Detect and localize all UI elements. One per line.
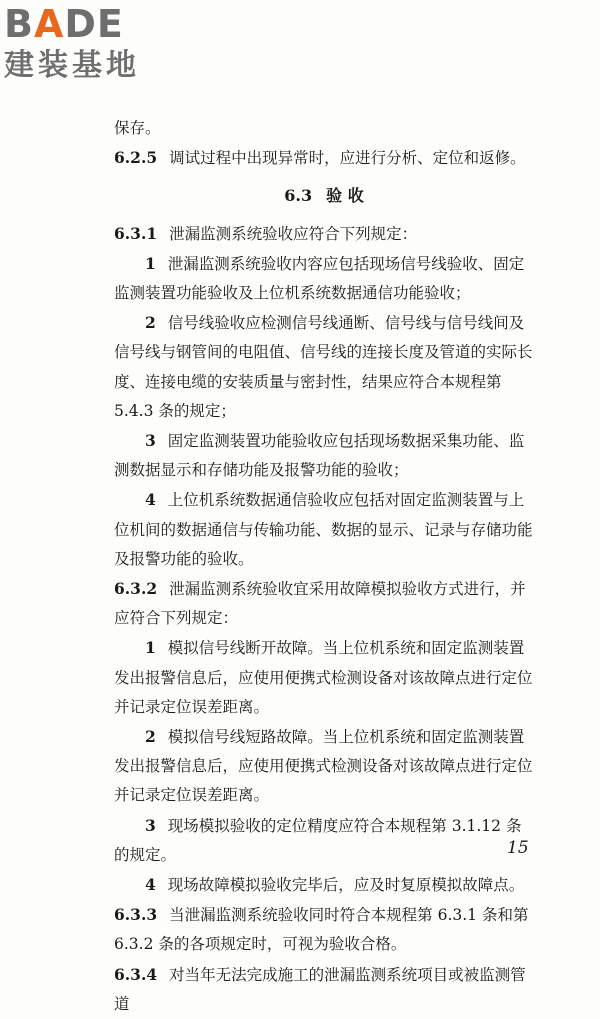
bade-logo — [4, 2, 179, 84]
clause-6-3-2-item-1: 1 模拟信号线断开故障。当上位机系统和固定监测装置发出报警信息后，应使用便携式检测设备对该故障点进行定位并记录定位误差距离。 — [114, 638, 533, 716]
clause-6-3-1-item-4: 4 上位机系统数据通信验收应包括对固定监测装置与上位机间的数据通信与传输功能、数据的显示、记录与存储功能及报警功能的验收。 — [114, 490, 533, 568]
clause-6-3-2-item-4: 4 现场故障模拟验收完毕后，应及时复原模拟故障点。 — [145, 875, 525, 895]
clause-6-3-1-item-1: 1 泄漏监测系统验收内容应包括现场信号线验收、固定监测装置功能验收及上位机系统数据通信功能验收； — [114, 253, 525, 303]
page-number: 15 — [507, 838, 529, 858]
document-body — [114, 114, 534, 1019]
section-heading: 6.3 验 收 — [284, 186, 364, 206]
clause-6-3-3: 6.3.3 当泄漏监测系统验收同时符合本规程第 6.3.1 条和第 6.3.2 条的各项规定时，可视为验收合格。 — [114, 905, 529, 954]
paragraph-continuation: 保存。 — [114, 119, 161, 137]
clause-6-3-4: 6.3.4 对当年无法完成施工的泄漏监测系统项目或被监测管道 — [114, 964, 526, 1013]
clause-6-3-1-item-2: 2 信号线验收应检测信号线通断、信号线与信号线间及信号线与钢管间的电阻值、信号线的连接长度及管道的实际长度、连接电缆的安装质量与密封性，结果应符合本规程第 5.4.3 条的规定； — [114, 313, 533, 420]
clause-6-3-1: 6.3.1 泄漏监测系统验收应符合下列规定： — [114, 223, 418, 243]
logo-wordmark: BADE — [4, 2, 124, 46]
clause-6-3-1-item-3: 3 固定监测装置功能验收应包括现场数据采集功能、监测数据显示和存储功能及报警功能的验收； — [114, 431, 525, 480]
clause-6-3-2: 6.3.2 泄漏监测系统验收宜采用故障模拟验收方式进行，并应符合下列规定： — [114, 579, 526, 628]
clause-6-2-5: 6.2.5 调试过程中出现异常时，应进行分析、定位和返修。 — [114, 148, 526, 168]
clause-6-3-2-item-2: 2 模拟信号线短路故障。当上位机系统和固定监测装置发出报警信息后，应使用便携式检测设备对该故障点进行定位并记录定位误差距离。 — [114, 727, 533, 805]
clause-6-3-2-item-3: 3 现场模拟验收的定位精度应符合本规程第 3.1.12 条的规定。 — [114, 815, 522, 864]
logo-subtitle: 建装基地 — [4, 48, 140, 83]
